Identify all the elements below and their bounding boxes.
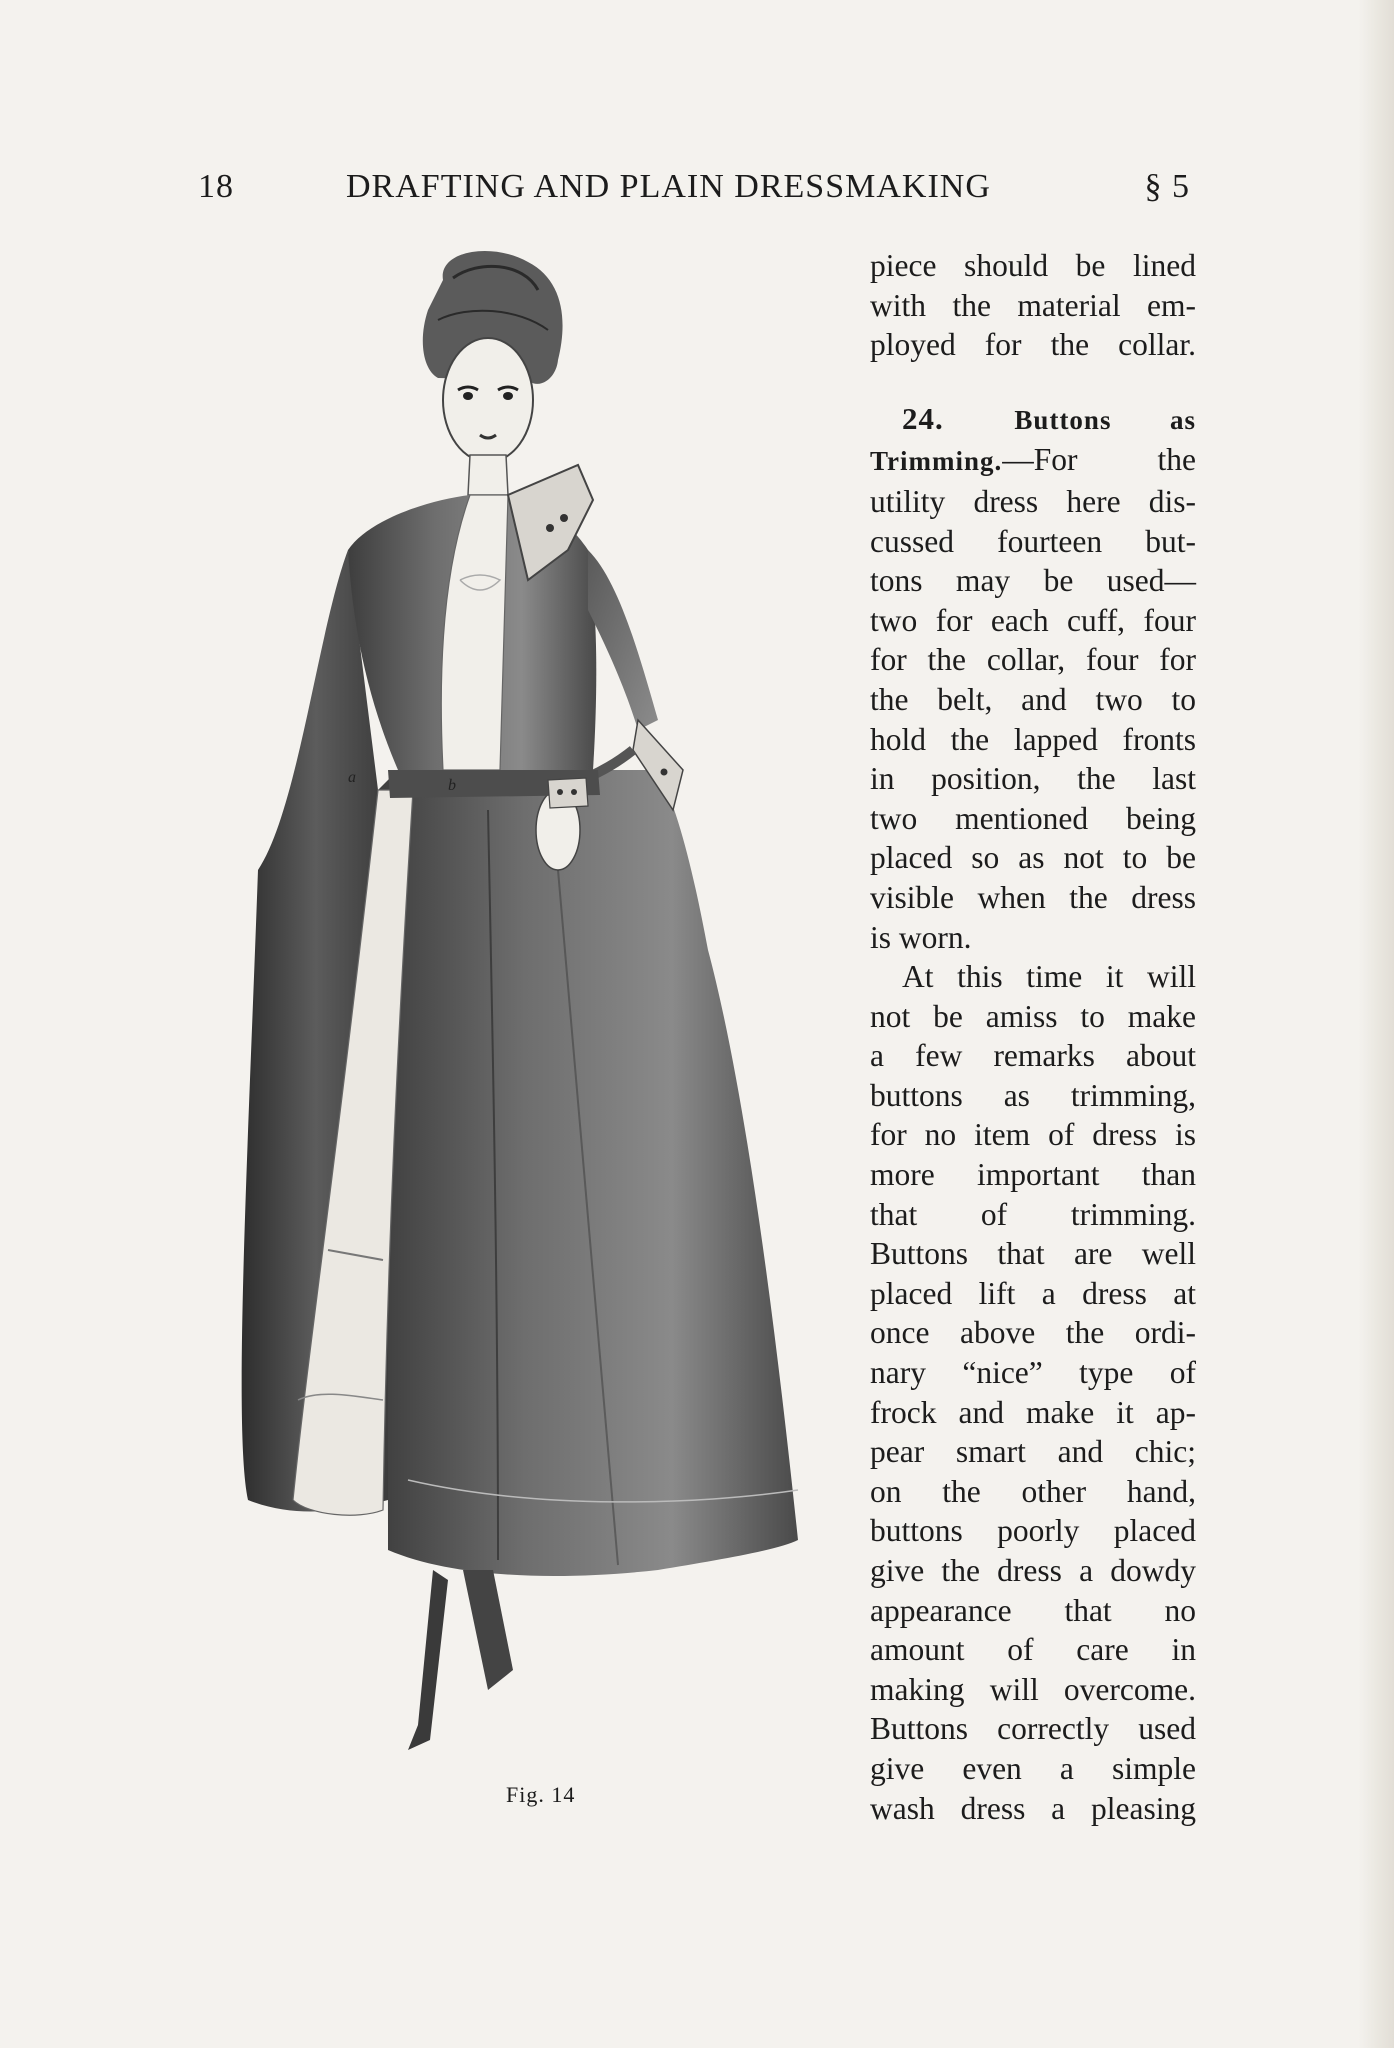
- figure-caption: Fig. 14: [506, 1782, 576, 1807]
- section-number: 24.: [902, 400, 944, 436]
- text-line: give even a simple: [870, 1750, 1196, 1786]
- section-heading-part2: Trimming.: [870, 446, 1003, 477]
- section-heading-line-2: [870, 440, 1196, 482]
- section-heading-line: [870, 399, 1196, 441]
- body-text-column: [870, 246, 1196, 1828]
- text-line: for no item of dress is: [870, 1117, 1196, 1153]
- text-line: is worn.: [870, 919, 972, 955]
- text-line: not be amiss to make: [870, 998, 1196, 1034]
- text-line: buttons poorly placed: [870, 1513, 1196, 1549]
- text-line: visible when the dress: [870, 879, 1196, 915]
- text-line: utility dress here dis-: [870, 483, 1196, 519]
- text-line: piece should be lined: [870, 248, 1196, 283]
- paragraph-continuation: [870, 246, 1196, 365]
- dress-illustration-drawing: [238, 250, 818, 1780]
- running-head: [198, 168, 1190, 208]
- text-line: for the collar, four for: [870, 642, 1196, 678]
- text-line: Buttons correctly used: [870, 1711, 1196, 1747]
- text-line: that of trimming.: [870, 1196, 1196, 1232]
- section-mark: § 5: [1144, 168, 1190, 205]
- text-line: with the material em-: [870, 287, 1196, 323]
- section-24-paragraph: [870, 399, 1196, 957]
- text-line: At this time it will: [902, 959, 1196, 995]
- text-line: more important than: [870, 1157, 1196, 1193]
- text-line: frock and make it ap-: [870, 1394, 1196, 1430]
- text-line: tons may be used—: [870, 563, 1196, 599]
- text-line: ployed for the collar.: [870, 327, 1196, 363]
- text-line: the belt, and two to: [870, 681, 1196, 717]
- text-line: pear smart and chic;: [870, 1434, 1196, 1470]
- text-line: Buttons that are well: [870, 1236, 1196, 1272]
- text-line: cussed fourteen but-: [870, 523, 1196, 559]
- page-number: 18: [198, 168, 234, 205]
- section-heading-part1: Buttons as: [1014, 404, 1196, 435]
- figure-label-a: a: [348, 769, 356, 786]
- paragraph-buttons-remarks: [870, 957, 1196, 1828]
- text-line: appearance that no: [870, 1592, 1196, 1628]
- figure-label-b: b: [448, 777, 456, 794]
- text-line: two for each cuff, four: [870, 602, 1196, 638]
- text-line: hold the lapped fronts: [870, 721, 1196, 757]
- text-line: placed so as not to be: [870, 840, 1196, 876]
- text-line: making will overcome.: [870, 1671, 1196, 1707]
- text-line: amount of care in: [870, 1632, 1196, 1668]
- text-line: placed lift a dress at: [870, 1275, 1196, 1311]
- text-line: a few remarks about: [870, 1038, 1196, 1074]
- dress-illustration: [238, 250, 818, 1780]
- text-line: on the other hand,: [870, 1473, 1196, 1509]
- text-line: two mentioned being: [870, 800, 1196, 836]
- text-line: give the dress a dowdy: [870, 1553, 1196, 1588]
- text-line: nary “nice” type of: [870, 1355, 1196, 1391]
- text-line: once above the ordi-: [870, 1315, 1196, 1351]
- text-line: buttons as trimming,: [870, 1077, 1196, 1113]
- text-line: wash dress a pleasing: [870, 1790, 1196, 1826]
- para2-lead: —For the: [1002, 442, 1196, 478]
- page-edge: [1358, 0, 1394, 2048]
- running-title: DRAFTING AND PLAIN DRESSMAKING: [346, 168, 991, 205]
- text-line: in position, the last: [870, 761, 1196, 797]
